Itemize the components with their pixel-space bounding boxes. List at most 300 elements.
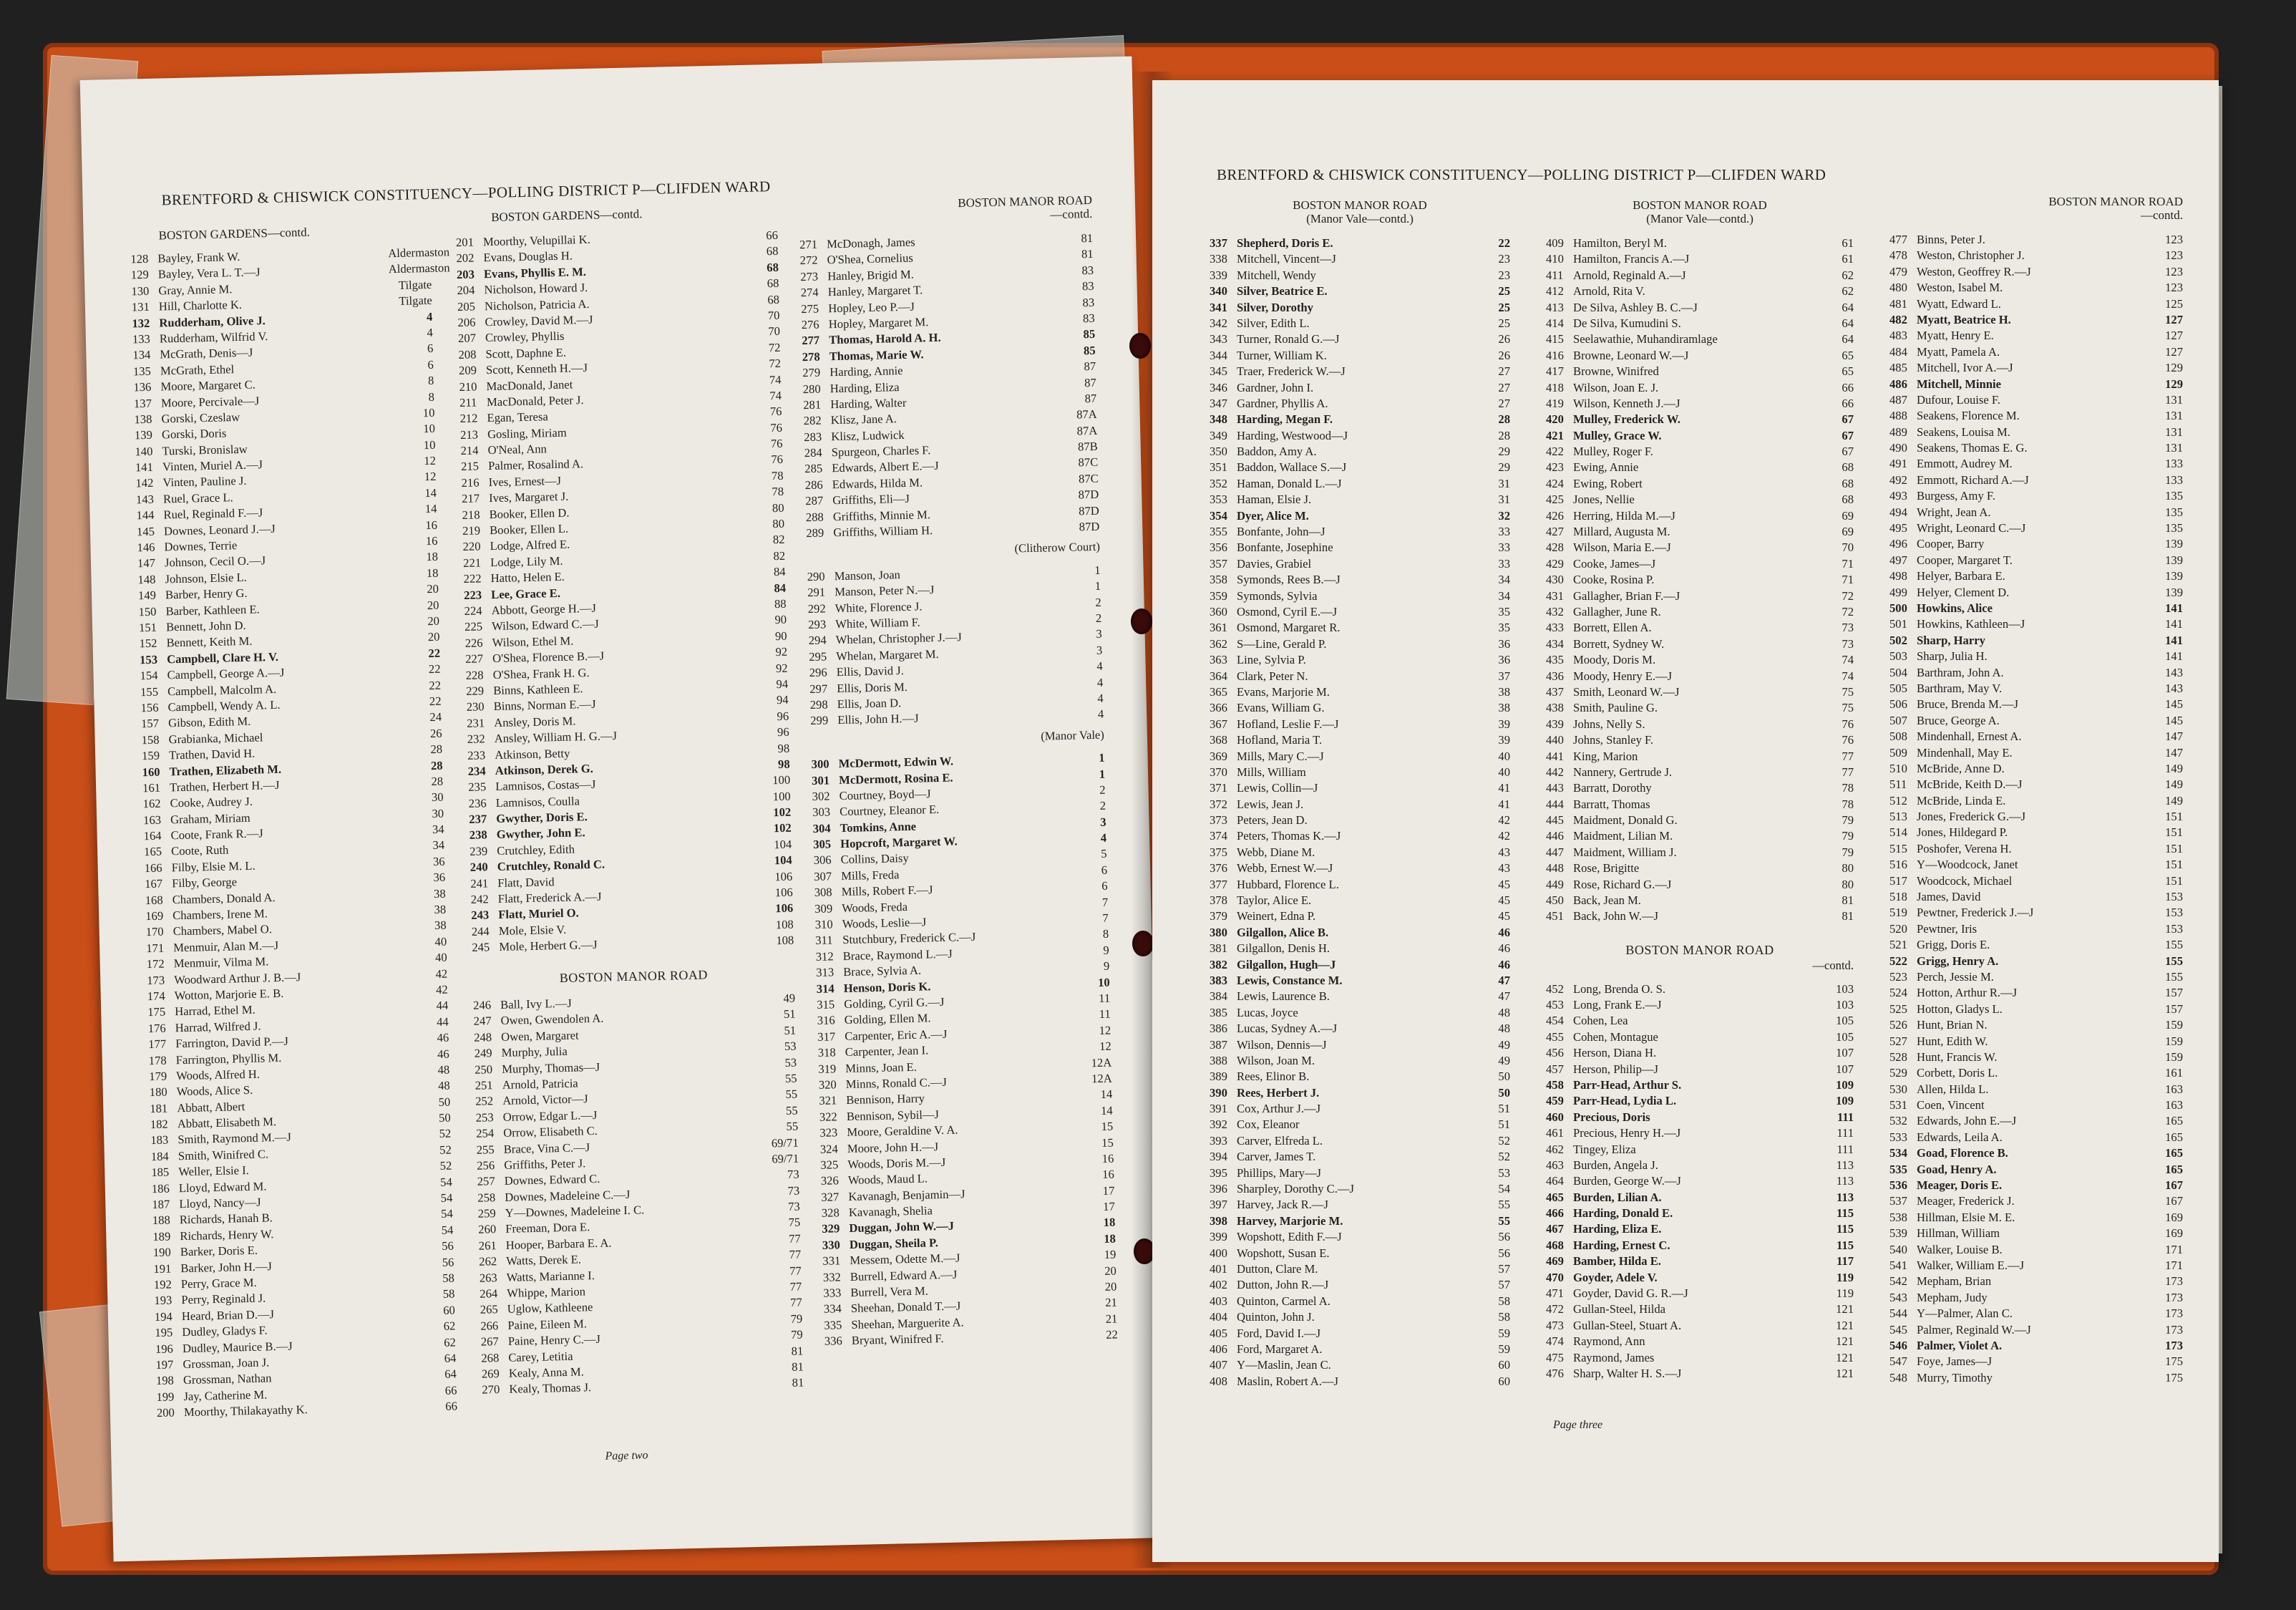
elector-row [1889,905,2183,921]
elector-number: 251 [475,1078,493,1092]
address-number: 79 [790,1311,803,1326]
elector-name: Rudderham, Wilfrid V. [159,329,268,346]
elector-number: 431 [1546,588,1564,603]
elector-number: 458 [1546,1077,1564,1092]
address-number: 44 [436,998,449,1013]
elector-name: Parr-Head, Arthur S. [1573,1077,1682,1092]
elector-row [1889,665,2183,681]
elector-name: Weston, Christopher J. [1917,248,2025,263]
address-number: 68 [766,244,779,258]
elector-name: Woods, Alfred H. [176,1067,261,1083]
elector-name: Burrell, Edward A.—J [850,1267,958,1284]
elector-number: 305 [812,837,832,852]
elector-number: 463 [1546,1158,1564,1172]
elector-name: Hamilton, Francis A.—J [1573,252,1690,266]
elector-name: Bennison, Harry [846,1091,925,1107]
elector-name: Farrington, Phyllis M. [175,1050,282,1067]
elector-name: Evans, Douglas H. [483,248,573,265]
elector-row [1889,312,2183,328]
elector-row [1546,268,1854,283]
elector-number: 157 [140,717,160,731]
elector-row [1210,604,1510,620]
address-number: 68 [767,260,779,275]
elector-number: 311 [815,933,833,948]
address-number: 87D [1078,503,1099,518]
elector-name: Allen, Hilda L. [1917,1082,1989,1096]
address-number: 39 [1498,717,1510,731]
elector-name: Smith, Winifred C. [177,1147,269,1163]
address-number: 81 [1842,909,1854,923]
elector-row [1546,1206,1854,1221]
elector-number: 462 [1546,1142,1564,1156]
elector-name: Sharp, Harry [1917,633,1985,647]
elector-name: Harrad, Wilfred J. [175,1019,261,1035]
address-number: 82 [772,533,785,547]
address-number: 33 [1498,540,1510,555]
page-three [1152,80,2219,1562]
elector-number: 226 [464,636,483,650]
elector-row [1889,713,2183,729]
elector-row [1889,1258,2183,1274]
elector-number: 364 [1210,669,1227,683]
address-number: 11 [1099,1007,1111,1022]
elector-row [1889,1210,2183,1226]
elector-number: 390 [1210,1085,1227,1100]
elector-number: 237 [469,812,487,826]
elector-number: 548 [1889,1370,1907,1384]
address-number: 85 [1083,343,1096,357]
address-number: 87A [1076,407,1097,422]
elector-name: Burden, George W.—J [1573,1174,1681,1188]
elector-number: 506 [1889,697,1907,712]
address-number: 58 [1498,1310,1510,1324]
elector-number: 329 [822,1221,840,1236]
elector-row [1889,568,2183,584]
elector-name: Line, Sylvia P. [1237,653,1306,667]
address-number: 94 [776,677,789,692]
elector-name: Wilson, Ethel M. [492,634,574,649]
elector-name: Edwards, Hilda M. [832,475,923,492]
punch-hole [1131,608,1152,634]
elector-number: 213 [459,427,479,442]
elector-number: 352 [1210,476,1227,490]
address-number: 49 [1498,1037,1510,1052]
elector-row [1210,925,1510,941]
address-number: 22 [429,694,442,709]
elector-name: Cooke, James—J [1573,556,1656,571]
elector-number: 180 [149,1085,167,1100]
elector-name: Barber, Kathleen E. [165,602,260,619]
address-number: 47 [1498,989,1510,1004]
elector-number: 302 [812,789,830,803]
elector-name: Duggan, Sheila P. [849,1236,938,1251]
elector-name: Gullan-Steel, Stuart A. [1573,1318,1682,1332]
elector-number: 147 [137,556,156,571]
elector-number: 138 [134,412,152,427]
elector-name: Heard, Brian D.—J [181,1307,275,1323]
elector-row [1210,1357,1510,1373]
address-number: 54 [440,1206,453,1221]
address-number: 135 [2165,505,2183,519]
elector-number: 152 [139,636,157,651]
elector-number: 296 [809,665,827,680]
elector-name: Carpenter, Jean I. [845,1043,929,1059]
elector-row [1210,1326,1510,1342]
address-number: 139 [2165,537,2183,551]
address-number: 85 [1083,327,1096,341]
address-number: 127 [2165,344,2183,359]
punch-hole [1132,931,1154,956]
address-number: 69/71 [772,1151,799,1166]
elector-number: 489 [1889,425,1907,439]
address-number: 73 [787,1167,799,1182]
elector-number: 292 [807,601,826,616]
elector-name: Shepherd, Doris E. [1237,236,1333,250]
elector-number: 419 [1546,396,1564,410]
elector-row [1546,1125,1854,1141]
elector-name: McDonagh, James [826,235,915,251]
elector-row [1546,669,1854,684]
elector-number: 217 [461,491,480,506]
elector-number: 449 [1546,877,1564,891]
elector-row [1210,652,1510,668]
elector-number: 542 [1889,1274,1907,1289]
address-number: 106 [774,885,793,900]
address-number: 37 [1498,669,1510,683]
address-number: 155 [2165,954,2183,968]
elector-name: Myatt, Henry E. [1917,329,1994,343]
elector-name: Myatt, Beatrice H. [1917,312,2011,326]
address-number: 39 [1498,733,1510,747]
address-number: 77 [788,1231,801,1246]
road-heading: BOSTON MANOR ROAD [1625,942,1774,957]
elector-number: 272 [799,253,818,268]
elector-number: 183 [150,1133,169,1148]
elector-number: 486 [1889,377,1907,391]
elector-name: Moorthy, Thilakayathy K. [183,1402,308,1420]
elector-name: Corbett, Doris L. [1917,1066,1998,1080]
elector-name: Uglow, Kathleene [507,1300,593,1316]
elector-number: 150 [138,604,157,619]
address-number: 77 [789,1247,802,1262]
elector-number: 382 [1210,957,1227,971]
address-number: 77 [789,1295,802,1310]
address-number: 49 [783,991,796,1005]
address-number: 78 [1842,797,1854,811]
address-number: 20 [427,581,439,596]
elector-number: 532 [1889,1114,1907,1128]
elector-row [1889,1242,2183,1258]
address-number: 51 [1498,1102,1510,1116]
elector-name: Mulley, Grace W. [1573,428,1662,442]
elector-name: Harding, Walter [830,395,907,412]
elector-name: Meager, Doris E. [1917,1178,2003,1193]
address-number: 75 [1842,684,1854,699]
elector-number: 184 [150,1149,169,1163]
address-number: 123 [2165,248,2183,263]
address-number: 123 [2165,281,2183,295]
elector-name: Arnold, Victor—J [502,1092,588,1108]
elector-row [1546,348,1854,364]
elector-number: 385 [1210,1005,1227,1019]
elector-name: Atkinson, Betty [495,746,570,762]
address-number: 52 [439,1143,452,1157]
elector-name: Lewis, Collin—J [1237,781,1318,795]
elector-name: Hunt, Francis W. [1917,1049,1998,1064]
address-number: 61 [1842,236,1854,250]
address-number: 129 [2165,361,2183,375]
elector-row [1546,908,1854,924]
elector-number: 128 [130,251,149,266]
elector-number: 230 [466,699,485,714]
elector-name: Hotton, Gladys L. [1917,1002,2003,1016]
elector-name: Campbell, Malcolm A. [167,682,277,698]
address-number: 151 [2165,825,2183,840]
elector-number: 474 [1546,1334,1564,1349]
elector-name: Hopley, Leo P.—J [827,299,915,315]
address-number: 115 [1837,1222,1854,1236]
elector-name: Booker, Ellen L. [489,521,569,538]
elector-row [1546,1029,1854,1045]
elector-name: Moody, Doris M. [1573,653,1656,667]
elector-name: Ansley, Doris M. [493,714,576,729]
address-number: 157 [2165,986,2183,1000]
elector-name: Herson, Philip—J [1573,1062,1658,1076]
elector-name: Downes, Edward C. [504,1172,600,1188]
elector-number: 176 [147,1021,166,1035]
elector-name: Turner, Ronald G.—J [1237,332,1340,346]
elector-row [1210,348,1510,364]
address-number: 23 [1498,252,1510,266]
elector-number: 270 [482,1382,500,1397]
elector-row [1889,408,2183,424]
elector-name: Wilson, Joan M. [1237,1053,1315,1067]
elector-name: Jay, Catherine M. [183,1387,268,1403]
elector-row [1889,456,2183,472]
elector-name: Seakens, Louisa M. [1917,425,2010,439]
elector-number: 391 [1210,1102,1227,1116]
address-number: 155 [2165,969,2183,984]
elector-name: Goad, Florence B. [1917,1146,2008,1160]
elector-name: Bamber, Hilda E. [1573,1254,1661,1269]
elector-name: Menmuir, Alan M.—J [173,938,279,955]
elector-number: 464 [1546,1174,1564,1188]
address-number: 153 [2165,906,2183,920]
elector-number: 403 [1210,1294,1227,1308]
address-number: 20 [427,630,440,644]
address-number: 87 [1084,359,1096,374]
address-number: 92 [775,644,788,659]
address-number: 50 [438,1110,451,1125]
elector-name: Harding, Ernest C. [1573,1238,1670,1252]
address-number: 66 [1842,396,1854,410]
elector-row [1546,572,1854,588]
elector-number: 395 [1210,1165,1227,1180]
address-number: 62 [443,1319,456,1334]
address-number: 1 [1099,767,1106,781]
elector-number: 410 [1546,252,1564,266]
elector-row [1889,536,2183,552]
address-number: 141 [2165,649,2183,664]
elector-name: Lucas, Joyce [1237,1005,1298,1019]
elector-row [1889,472,2183,488]
road-heading-contd: —contd. [1812,959,1854,973]
elector-number: 545 [1889,1322,1907,1337]
elector-number: 455 [1546,1029,1564,1044]
elector-name: Lewis, Laurence B. [1237,989,1330,1004]
elector-name: McGrath, Ethel [160,362,235,378]
address-number: 26 [1498,348,1510,362]
elector-name: Hooper, Barbara E. A. [505,1236,612,1252]
elector-row [1210,300,1510,316]
elector-name: White, Florence J. [835,599,923,615]
elector-number: 342 [1210,316,1227,330]
elector-name: Howkins, Kathleen—J [1917,617,2025,631]
elector-name: Woods, Doris M.—J [847,1155,946,1171]
elector-number: 298 [809,697,828,712]
address-number: 30 [431,790,444,805]
address-number: 22 [428,661,441,677]
elector-row [1889,985,2183,1001]
elector-name: Wopshott, Susan E. [1237,1246,1330,1260]
elector-name: Phillips, Mary—J [1237,1165,1322,1180]
elector-name: Walker, William E.—J [1917,1259,2025,1272]
elector-number: 162 [142,796,161,811]
elector-number: 413 [1546,300,1564,314]
elector-row [1210,1197,1510,1213]
elector-name: Gardner, Phyllis A. [1237,396,1328,410]
address-number: 48 [437,1062,450,1077]
elector-number: 538 [1889,1210,1907,1224]
elector-row [1546,236,1854,251]
elector-number: 541 [1889,1259,1907,1272]
elector-number: 257 [477,1174,495,1189]
address-number: 139 [2165,569,2183,583]
address-number: 4 [426,309,433,324]
elector-name: Lewis, Constance M. [1237,973,1343,987]
elector-name: Mitchell, Minnie [1917,377,2001,391]
elector-name: Symonds, Sylvia [1237,588,1318,603]
elector-number: 428 [1546,540,1564,555]
elector-number: 269 [481,1367,500,1381]
elector-number: 393 [1210,1133,1227,1148]
elector-name: Bennett, Keith M. [166,634,253,650]
elector-number: 134 [132,348,151,362]
elector-row [1889,488,2183,504]
elector-number: 408 [1210,1374,1227,1388]
elector-row [1546,997,1854,1013]
elector-row [1210,364,1510,379]
elector-number: 233 [467,747,486,762]
elector-row [1546,1318,1854,1334]
elector-row [1210,236,1510,251]
elector-number: 225 [464,619,483,634]
elector-name: Silver, Dorothy [1237,300,1313,314]
elector-row [1546,1301,1854,1317]
elector-number: 299 [810,713,829,728]
elector-name: Grossman, Joan J. [183,1355,270,1372]
elector-name: Dudley, Gladys F. [182,1323,268,1339]
elector-number: 149 [137,588,157,603]
address-number: 21 [1105,1295,1118,1310]
elector-name: Osmond, Margaret R. [1237,621,1341,635]
elector-number: 198 [155,1373,175,1388]
elector-number: 436 [1546,669,1564,683]
elector-number: 319 [818,1061,837,1076]
elector-number: 500 [1889,601,1907,615]
elector-number: 519 [1889,906,1907,920]
address-number: 14 [1100,1103,1113,1117]
address-number: 40 [1498,749,1510,763]
elector-name: Burden, Lilian A. [1573,1190,1662,1204]
elector-name: Lewis, Jean J. [1237,797,1304,811]
address-number: 8 [1102,927,1109,941]
address-number: 78 [1842,781,1854,795]
elector-row [1210,845,1510,860]
elector-name: Harrad, Ethel M. [175,1003,256,1019]
elector-number: 513 [1889,810,1907,824]
address-number: 2 [1095,595,1101,609]
elector-row [1546,828,1854,844]
elector-number: 437 [1546,684,1564,699]
elector-number: 313 [816,965,835,980]
elector-name: Burgess, Amy F. [1917,489,1995,503]
address-number: 29 [1498,460,1510,475]
address-number: 113 [1837,1190,1854,1204]
elector-number: 441 [1546,749,1564,763]
address-number: 67 [1842,445,1854,459]
elector-name: Crutchley, Edith [497,842,575,858]
elector-row [1210,1213,1510,1229]
elector-name: Atkinson, Derek G. [495,761,593,777]
elector-name: Moore, John H.—J [847,1139,939,1155]
elector-number: 357 [1210,556,1227,571]
elector-name: Wilson, Kenneth J.—J [1573,396,1680,410]
elector-name: Arnold, Patricia [502,1076,578,1092]
elector-name: Ives, Ernest—J [488,473,562,489]
elector-number: 355 [1210,525,1227,539]
elector-name: Courtney, Boyd—J [839,787,931,803]
address-number: 12 [1099,1023,1111,1037]
elector-row [1546,1238,1854,1253]
elector-name: Cohen, Montague [1573,1029,1658,1044]
elector-number: 539 [1889,1226,1907,1241]
address-number: 46 [1498,941,1510,956]
elector-number: 525 [1889,1002,1907,1016]
address-number: 34 [432,838,445,853]
address-number: 81 [1081,247,1094,261]
elector-number: 204 [457,283,475,298]
elector-name: Barthram, John A. [1917,665,2004,679]
elector-number: 188 [152,1213,170,1228]
elector-number: 373 [1210,813,1227,828]
elector-name: Richards, Hanah B. [179,1211,273,1227]
elector-name: Browne, Leonard W.—J [1573,348,1689,362]
section-subhead: BOSTON MANOR ROAD [2048,195,2183,208]
elector-name: Sheehan, Donald T.—J [850,1299,961,1316]
elector-name: Baddon, Amy A. [1237,445,1317,459]
elector-name: Johnson, Elsie L. [165,570,248,586]
address-number: 113 [1836,1158,1854,1172]
elector-number: 137 [133,396,152,410]
elector-number: 278 [802,349,820,364]
elector-name: Quinton, John J. [1237,1310,1315,1324]
elector-number: 491 [1889,457,1907,471]
elector-row [1546,524,1854,540]
elector-row [1546,620,1854,636]
address-number: 79 [1842,813,1854,828]
address-number: 10 [422,405,435,420]
